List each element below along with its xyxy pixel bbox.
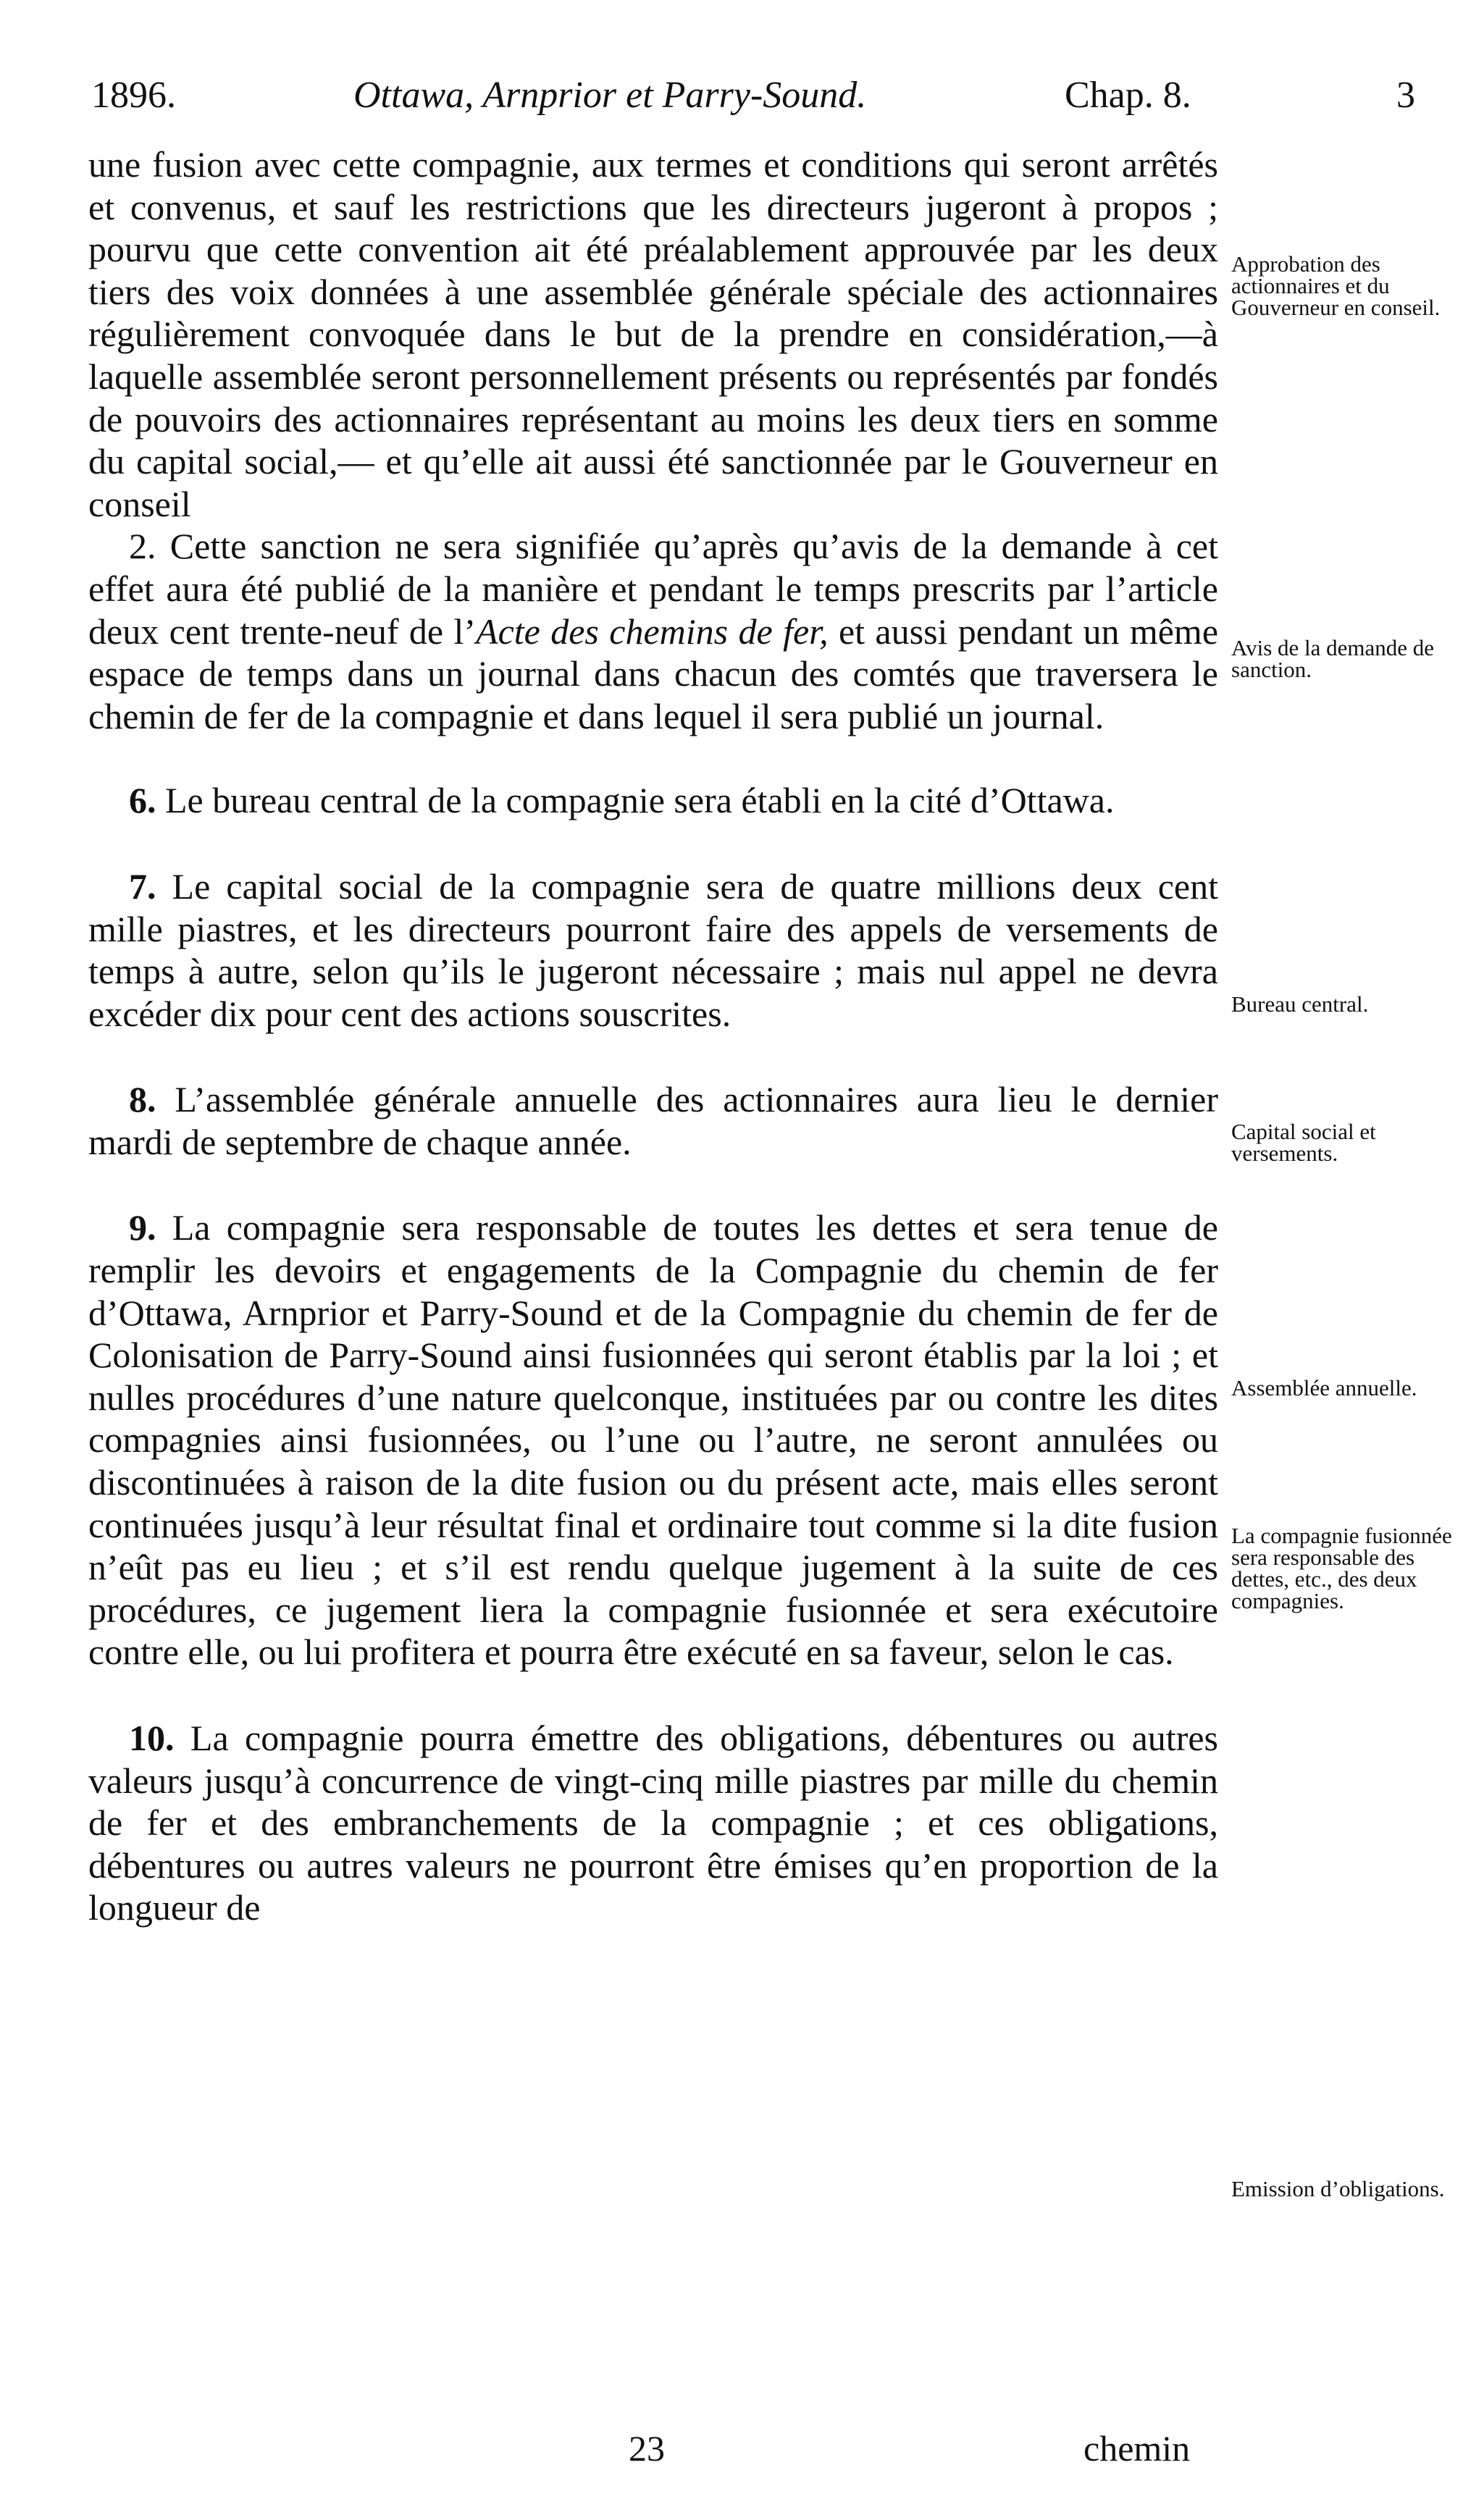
subsection-2-text-start: 2. Cette sanction ne sera signifiée qu’après qu’avis de la demande à cet effet aura été publié de la manière et pendant le temps prescrits par l’article deux cent trente-neuf de l’ <box>88 526 1218 652</box>
subsection-2-text-end: et aussi pendant un même espace de temps dans un journal dans chacun des comtés que traversera le chemin de fer de la compagnie et dans lequel il sera publié un journal. <box>88 610 1219 736</box>
section-8-text: L’assemblée générale annuelle des actionnaires aura lieu le dernier mardi de septembre de chaque année. <box>88 1079 1218 1162</box>
section-8 <box>88 1078 1218 1163</box>
section-7-text: Le capital social de la compagnie sera de quatre millions deux cent mille piastres, et les directeurs pourront faire des appels de versements de temps à autre, selon qu’ils le jugeront nécessaire ; mais nul appel ne devra excéder dix pour cent des actions souscrites. <box>88 865 1218 1034</box>
section-8-number: 8. <box>129 1079 156 1120</box>
main-text-column <box>88 143 1218 1929</box>
section-10-text: La compagnie pourra émettre des obligations, débentures ou autres valeurs jusqu’à concurrence de vingt-cinq mille piastres par mille du chemin de fer et des embranchements de la compagnie ; et ces obligations, débentures ou autres valeurs ne pourront être émises qu’en proportion de la longueur de <box>88 1718 1218 1928</box>
running-header <box>0 74 1484 132</box>
section-10 <box>88 1717 1218 1929</box>
margin-note-approbation: Approbation des actionnaires et du Gouverneur en conseil. <box>1231 251 1441 320</box>
margin-note-assemblee: Assemblée annuelle. <box>1231 1375 1417 1400</box>
page-number: 3 <box>1396 75 1415 116</box>
header-year: 1896. <box>91 75 176 116</box>
section-6-text: Le bureau central de la compagnie sera établi en la cité d’Ottawa. <box>156 780 1115 821</box>
header-title: Ottawa, Arnprior et Parry-Sound. <box>353 75 867 116</box>
section-7 <box>88 865 1218 1035</box>
margin-note-emission: Emission d’obligations. <box>1231 2176 1445 2201</box>
section-7-number: 7. <box>129 865 156 907</box>
page-footer <box>0 2427 1484 2478</box>
margin-note-capital: Capital social et versements. <box>1231 1119 1376 1166</box>
header-chapter: Chap. 8. <box>1065 75 1191 116</box>
paragraph-subsection-2 <box>88 525 1218 737</box>
section-10-number: 10. <box>129 1718 175 1758</box>
section-9-number: 9. <box>129 1207 156 1248</box>
catchword: chemin <box>1083 2428 1191 2469</box>
subsection-2-italic-act: Acte des chemins de fer, <box>476 610 829 652</box>
signature-mark: 23 <box>629 2428 665 2469</box>
section-6 <box>88 779 1218 822</box>
section-9 <box>88 1206 1218 1673</box>
margin-note-bureau: Bureau central. <box>1231 991 1369 1017</box>
margin-note-avis: Avis de la demande de sanction. <box>1231 635 1435 682</box>
paragraph-fusion-continued: une fusion avec cette compagnie, aux termes et conditions qui seront arrêtés et convenus, et sauf les restrictions que les directeurs jugeront à propos ; pourvu que cette convention ait été préalablement approuvée par les deux tiers des voix données à une assemblée générale spéciale des actionnaires régulièrement convoquée dans le but de la prendre en considération,—à laquelle assemblée seront personnellement présents ou représentés par fondés de pouvoirs des actionnaires représentant au moins les deux tiers en somme du capital social,— et qu’elle ait aussi été sanctionnée par le Gouverneur en conseil <box>88 144 1218 524</box>
section-9-text: La compagnie sera responsable de toutes les dettes et sera tenue de remplir les devoirs et engagements de la Compagnie du chemin de fer d’Ottawa, Arnprior et Parry-Sound et de la Compagnie du chemin de fer de Colonisation de Parry-Sound ainsi fusionnées qui seront établis par la loi ; et nulles procédures d’une nature quelconque, instituées par ou contre les dites compagnies ainsi fusionnées, ou l’une ou l’autre, ne seront annulées ou discontinuées à raison de la dite fusion ou du présent acte, mais elles seront continuées jusqu’à leur résultat final et ordinaire tout comme si la dite fusion n’eût pas eu lieu ; et s’il est rendu quelque jugement à la suite de ces procédures, ce jugement liera la compagnie fusionnée et sera exécutoire contre elle, ou lui profitera et pourra être exécuté en sa faveur, selon le cas. <box>88 1207 1218 1673</box>
section-6-number: 6. <box>129 780 156 821</box>
margin-note-responsable: La compagnie fusionnée sera responsable des dettes, etc., des deux compagnies. <box>1231 1523 1452 1613</box>
